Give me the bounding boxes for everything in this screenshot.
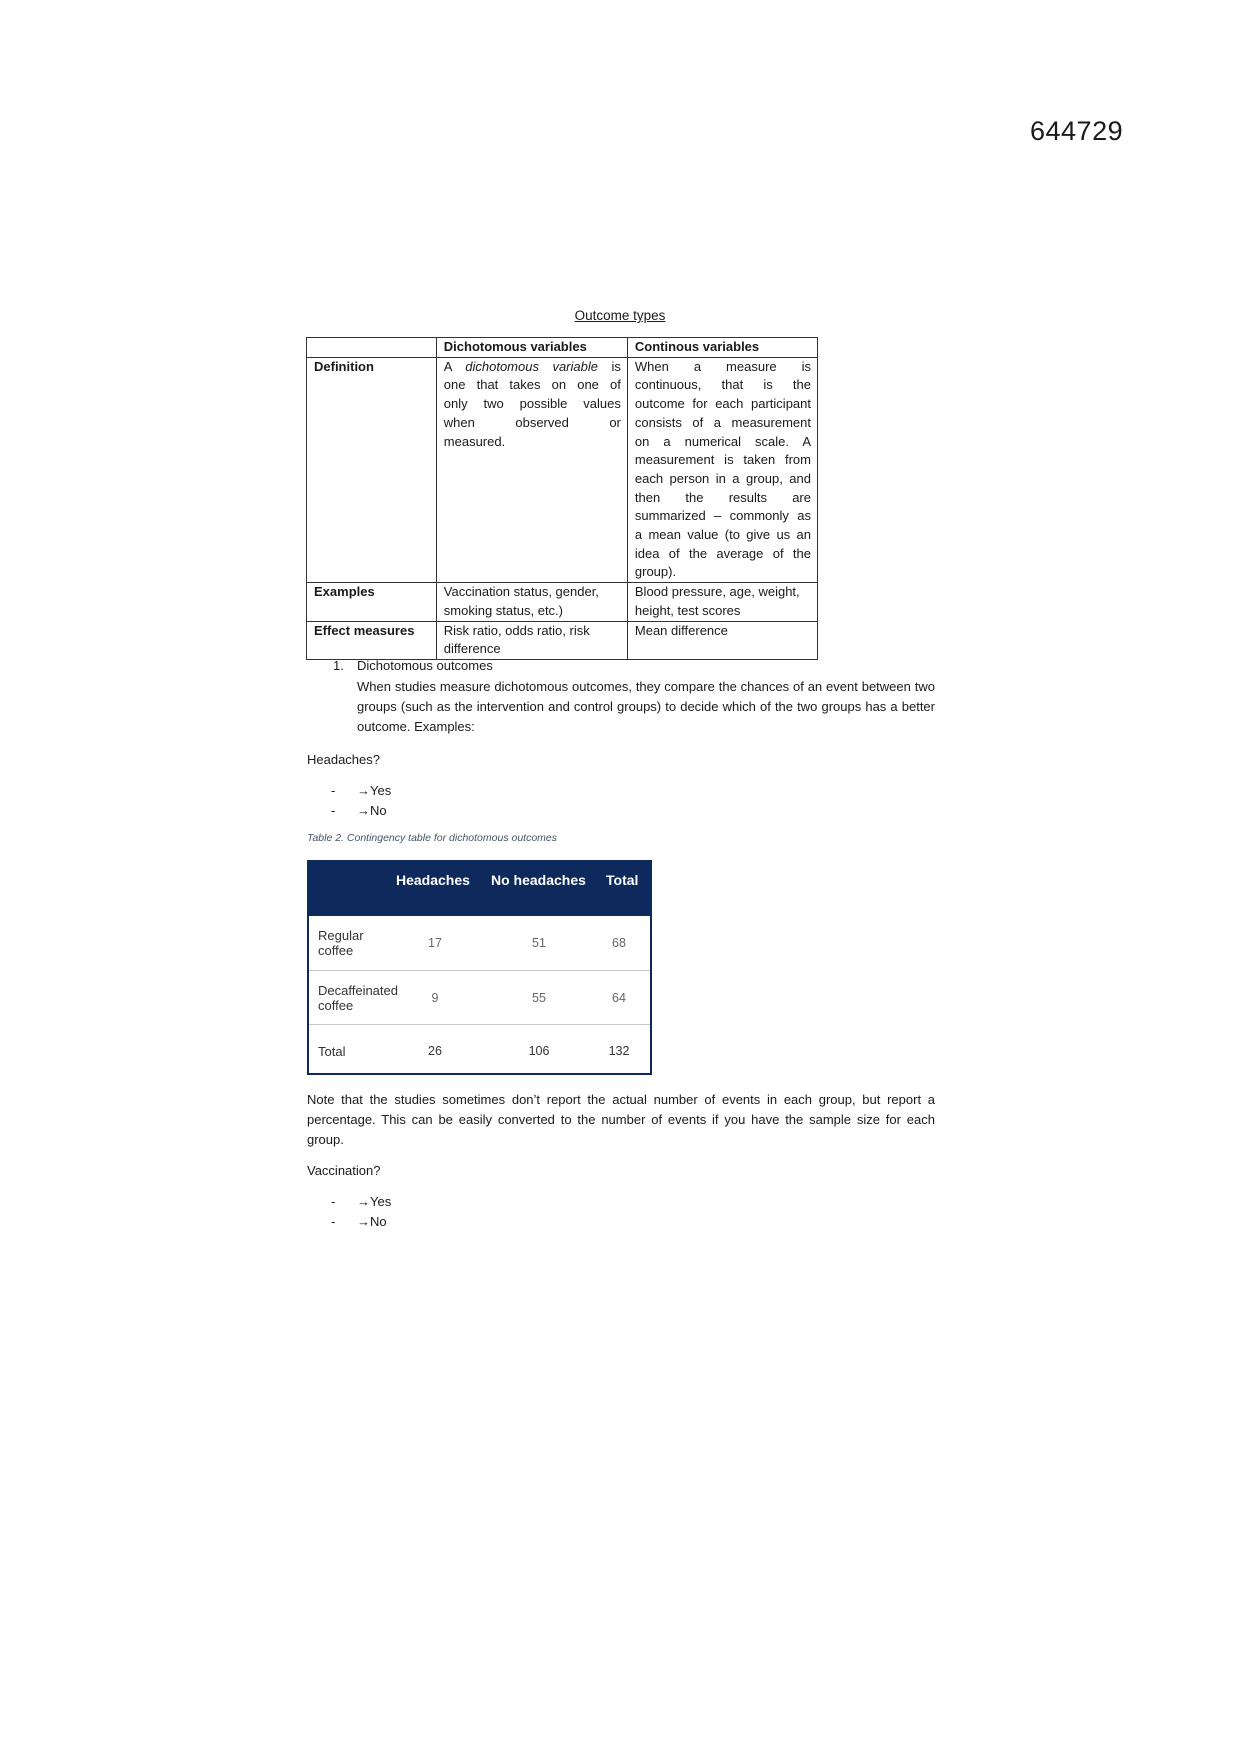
table-header-row (307, 338, 818, 358)
definition-continuous (627, 357, 817, 582)
cell-total: 132 (608, 1044, 630, 1058)
table-row (309, 1024, 650, 1074)
row-label-effect-measures: Effect measures (307, 621, 437, 659)
effect-measures-row (307, 621, 818, 659)
cell-total: 64 (612, 991, 626, 1005)
section-paragraph: When studies measure dichotomous outcomes, they compare the chances of an event between two groups (such as the intervention and control groups) to decide which of the two groups has a better outcome. Examples: (357, 679, 935, 734)
text-line: continuous, that is the (634, 377, 811, 393)
text-line: When a measure is (634, 358, 811, 374)
outcome-types-table (306, 337, 818, 660)
examples-row (307, 583, 818, 621)
examples-continuous: Blood pressure, age, weight, height, test scores (627, 583, 817, 621)
contingency-table (307, 860, 652, 1075)
header-headaches: Headaches (396, 872, 470, 888)
header-cell-empty (307, 338, 437, 358)
section-heading: Dichotomous outcomes (357, 658, 493, 673)
header-dichotomous: Dichotomous variables (436, 338, 627, 358)
list-dash: - (331, 1194, 336, 1209)
table-row (309, 916, 650, 970)
vaccination-question: Vaccination? (307, 1163, 381, 1178)
text-line: a mean value (to give us an (634, 527, 811, 543)
text-line: measured. (443, 433, 506, 449)
text-line: one that takes on one of (443, 377, 621, 393)
text-line: idea of the average of the (634, 545, 811, 561)
list-dash: - (331, 1214, 336, 1229)
cell-total: 68 (612, 936, 626, 950)
contingency-header (309, 862, 650, 916)
row-label-definition: Definition (307, 357, 437, 582)
answer-no: →No (357, 803, 387, 818)
effect-measures-continuous: Mean difference (627, 621, 817, 659)
cell-no-headaches: 106 (528, 1044, 550, 1058)
cell-headaches: 17 (428, 936, 442, 950)
row-label: Regular coffee (318, 928, 364, 958)
answer-yes: →Yes (357, 783, 392, 798)
text-line: then the results are (634, 489, 811, 505)
text-line: measurement is taken from (634, 452, 811, 468)
header-continuous: Continous variables (627, 338, 817, 358)
header-no-headaches: No headaches (491, 872, 586, 888)
cell-headaches: 26 (428, 1044, 442, 1058)
text-line: only two possible values (443, 396, 621, 412)
list-dash: - (331, 783, 336, 798)
note-paragraph: Note that the studies sometimes don’t report the actual number of events in each group, but report a percentage. This can be easily converted to the number of events if you have the sample size for each group. (307, 1092, 935, 1147)
text-line: when observed or (443, 414, 621, 430)
table-caption: Table 2. Contingency table for dichotomous outcomes (307, 832, 558, 844)
row-label-examples: Examples (307, 583, 437, 621)
text-line: each person in a group, and (634, 470, 811, 486)
text-line: A dichotomous variable is (443, 358, 621, 374)
cell-headaches: 9 (431, 991, 439, 1005)
row-label: Total (318, 1044, 346, 1059)
effect-measures-dichotomous: Risk ratio, odds ratio, risk difference (436, 621, 627, 659)
answer-no: →No (357, 1214, 387, 1229)
text-line: outcome for each participant (634, 396, 811, 412)
text-line: on a numerical scale. A (634, 433, 811, 449)
row-label: Decaffeinated coffee (318, 983, 398, 1013)
list-dash: - (331, 803, 336, 818)
text-line: group). (634, 564, 677, 580)
document-id: 644729 (1030, 116, 1124, 146)
definition-row (307, 357, 818, 582)
cell-no-headaches: 51 (532, 936, 546, 950)
page-title: Outcome types (574, 308, 666, 323)
header-total: Total (606, 872, 639, 888)
text-line: consists of a measurement (634, 414, 811, 430)
table-row (309, 970, 650, 1025)
cell-no-headaches: 55 (532, 991, 546, 1005)
definition-dichotomous (436, 357, 627, 582)
text-line: summarized – commonly as (634, 508, 811, 524)
headaches-question: Headaches? (307, 752, 380, 767)
examples-dichotomous: Vaccination status, gender, smoking status, etc.) (436, 583, 627, 621)
answer-yes: →Yes (357, 1194, 392, 1209)
list-number: 1. (333, 658, 344, 673)
